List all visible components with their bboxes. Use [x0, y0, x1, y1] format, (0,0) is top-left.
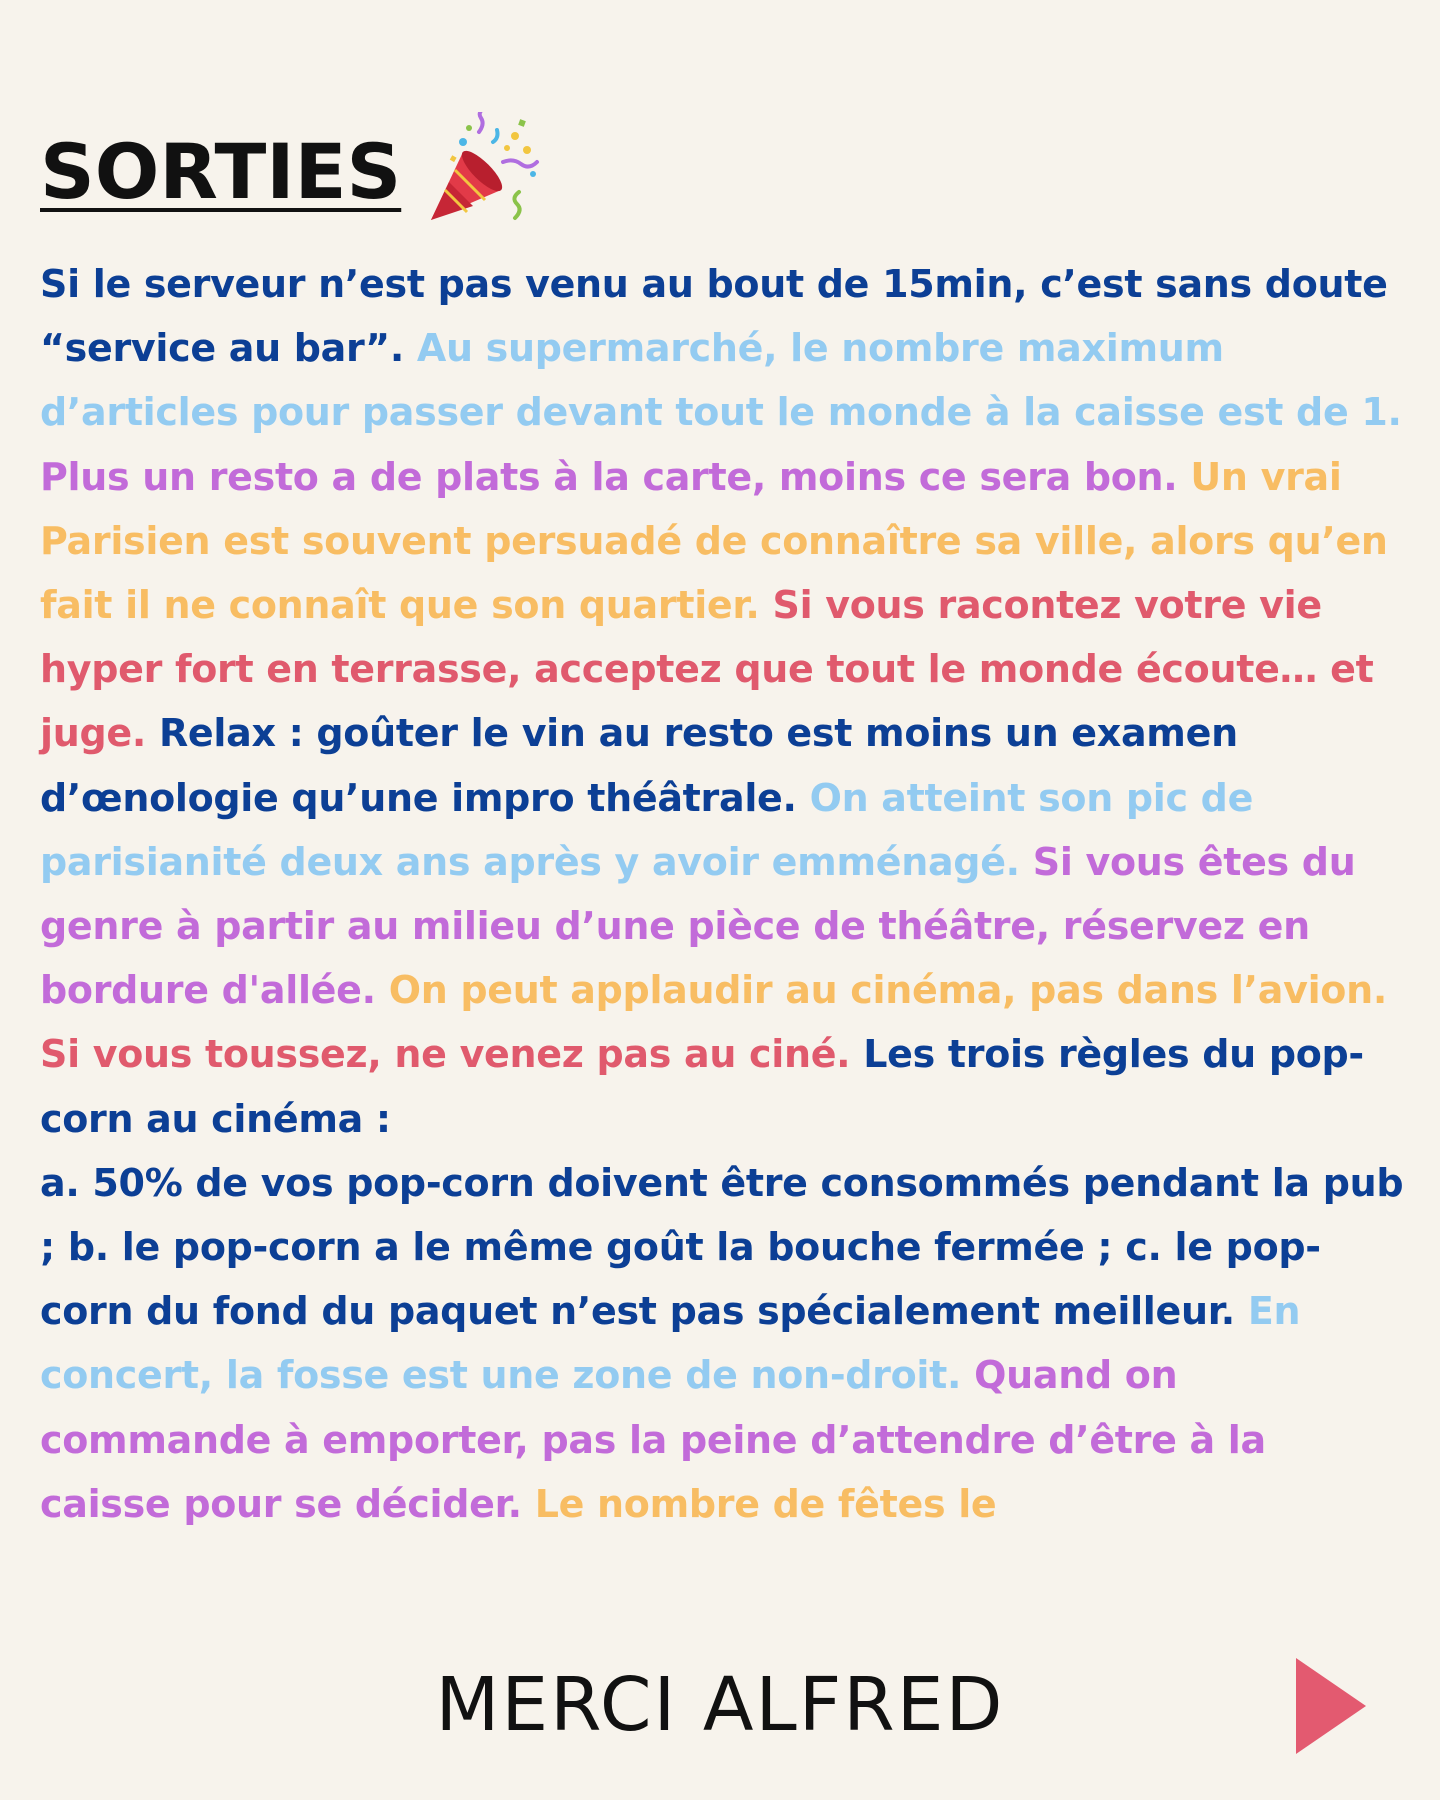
next-arrow-icon[interactable]	[1294, 1656, 1368, 1756]
rule-segment: Le nombre de fêtes le	[534, 1481, 997, 1526]
rule-segment: a. 50% de vos pop-corn doivent être consommés pendant la pub ; b. le pop-corn a le même goût la bouche fermée ; c. le pop-corn du fond du paquet n’est pas spécialement meilleur.	[40, 1160, 1404, 1334]
rule-segment: On atteint son pic de parisianité deux ans après y avoir emménagé.	[40, 775, 1254, 884]
rule-segment: Quand on commande à emporter, pas la peine d’attendre d’être à la caisse pour se décider.	[40, 1353, 1266, 1526]
rule-segment: Un vrai Parisien est souvent persuadé de connaître sa ville, alors qu’en fait il ne connaît que son quartier.	[40, 454, 1388, 628]
rule-segment: En concert, la fosse est une zone de non-droit.	[40, 1289, 1301, 1398]
rule-segment: Si vous toussez, ne venez pas au ciné.	[40, 1032, 851, 1077]
page-title: SORTIES	[40, 127, 402, 216]
rule-segment: On peut applaudir au cinéma, pas dans l’avion.	[388, 968, 1388, 1013]
party-popper-icon	[423, 112, 543, 232]
rule-segment: Si vous racontez votre vie hyper fort en terrasse, acceptez que tout le monde écoute… et juge.	[40, 583, 1374, 756]
title-row	[40, 112, 543, 232]
rule-segment: Relax : goûter le vin au resto est moins un examen d’œnologie qu’une impro théâtrale.	[40, 711, 1238, 820]
rule-segment: Si le serveur n’est pas venu au bout de 15min, c’est sans doute “service au bar”.	[40, 262, 1388, 371]
brand-logo: MERCI ALFRED	[435, 1662, 1005, 1748]
rules-paragraph	[40, 252, 1408, 1536]
rule-segment: Si vous êtes du genre à partir au milieu d’une pièce de théâtre, réservez en bordure d'allée.	[40, 839, 1356, 1013]
rule-segment: Les trois règles du pop-corn au cinéma :	[40, 1032, 1364, 1141]
rule-segment: Plus un resto a de plats à la carte, moins ce sera bon.	[40, 454, 1178, 499]
rule-segment: Au supermarché, le nombre maximum d’articles pour passer devant tout le monde à la caisse est de 1.	[40, 326, 1402, 435]
